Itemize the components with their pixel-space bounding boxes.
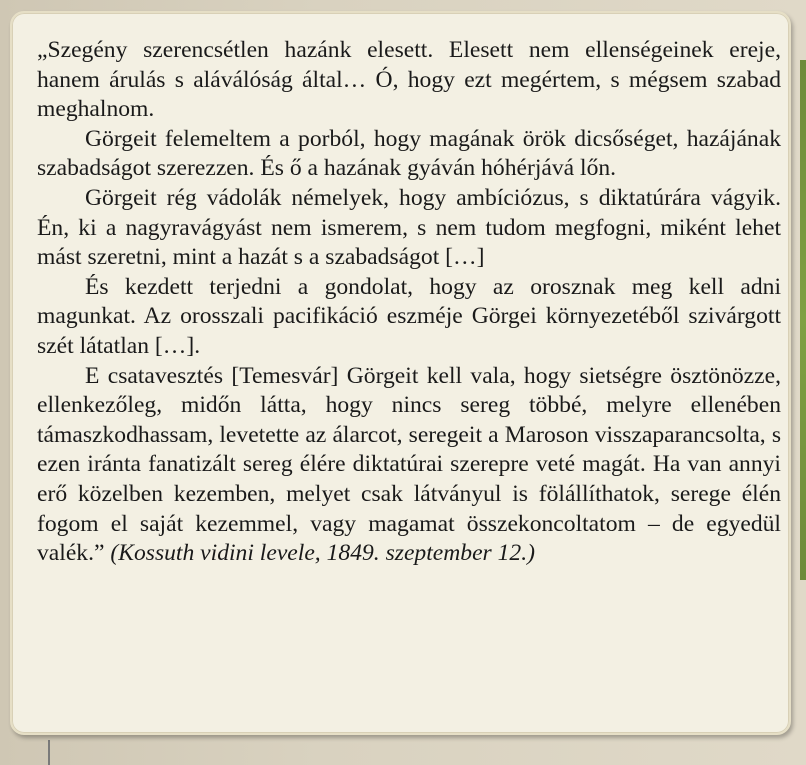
citation: (Kossuth vidini levele, 1849. szeptember 12.) (110, 540, 535, 567)
quote-paragraph: Görgeit felemeltem a porból, hogy magának örök dicsőséget, hazájának szabadságot szerezzen. És ő a hazának gyáván hóhérjává lőn. (37, 125, 781, 182)
quote-paragraph-text: E csatavesztés [Temesvár] Görgeit kell vala, hogy sietségre ösztönözze, ellenkezőleg, midőn látta, hogy nincs sereg többé, melyre ellenében támaszkodhassam, levetette az álarcot, seregeit a Maroson visszaparancsolta, s ezen iránta fanatizált sereg élére diktatúrai szerepre veté magát. Ha van annyi erő közelben kezemben, melyet csak látványul is fölállíthatok, serege élén fogom el saját kezemmel, vagy magamat összekoncoltatom – de egyedül valék.” (37, 362, 781, 567)
quote-text (37, 36, 781, 569)
quote-paragraph: És kezdett terjedni a gondolat, hogy az orosznak meg kell adni magunkat. Az orosszali pacifikáció eszméje Görgei környezetéből szivárgott szét látatlan […]. (37, 273, 781, 359)
quote-paragraph: Görgeit rég vádolák némelyek, hogy ambíciózus, s diktatúrára vágyik. Én, ki a nagyravágyást nem ismerem, s nem tudom megfogni, miként lehet mást szeretni, mint a hazát s a szabadságot […] (37, 184, 781, 271)
bottom-marker (48, 740, 50, 765)
quote-paragraph: „Szegény szerencsétlen hazánk elesett. Elesett nem ellenségeinek ereje, hanem árulás s aláválóság által… Ó, hogy ezt megértem, s mégsem szabad meghalnom. (37, 37, 781, 123)
quote-box (10, 11, 791, 735)
right-edge-strip (800, 60, 806, 580)
quote-paragraph-last (37, 362, 781, 569)
